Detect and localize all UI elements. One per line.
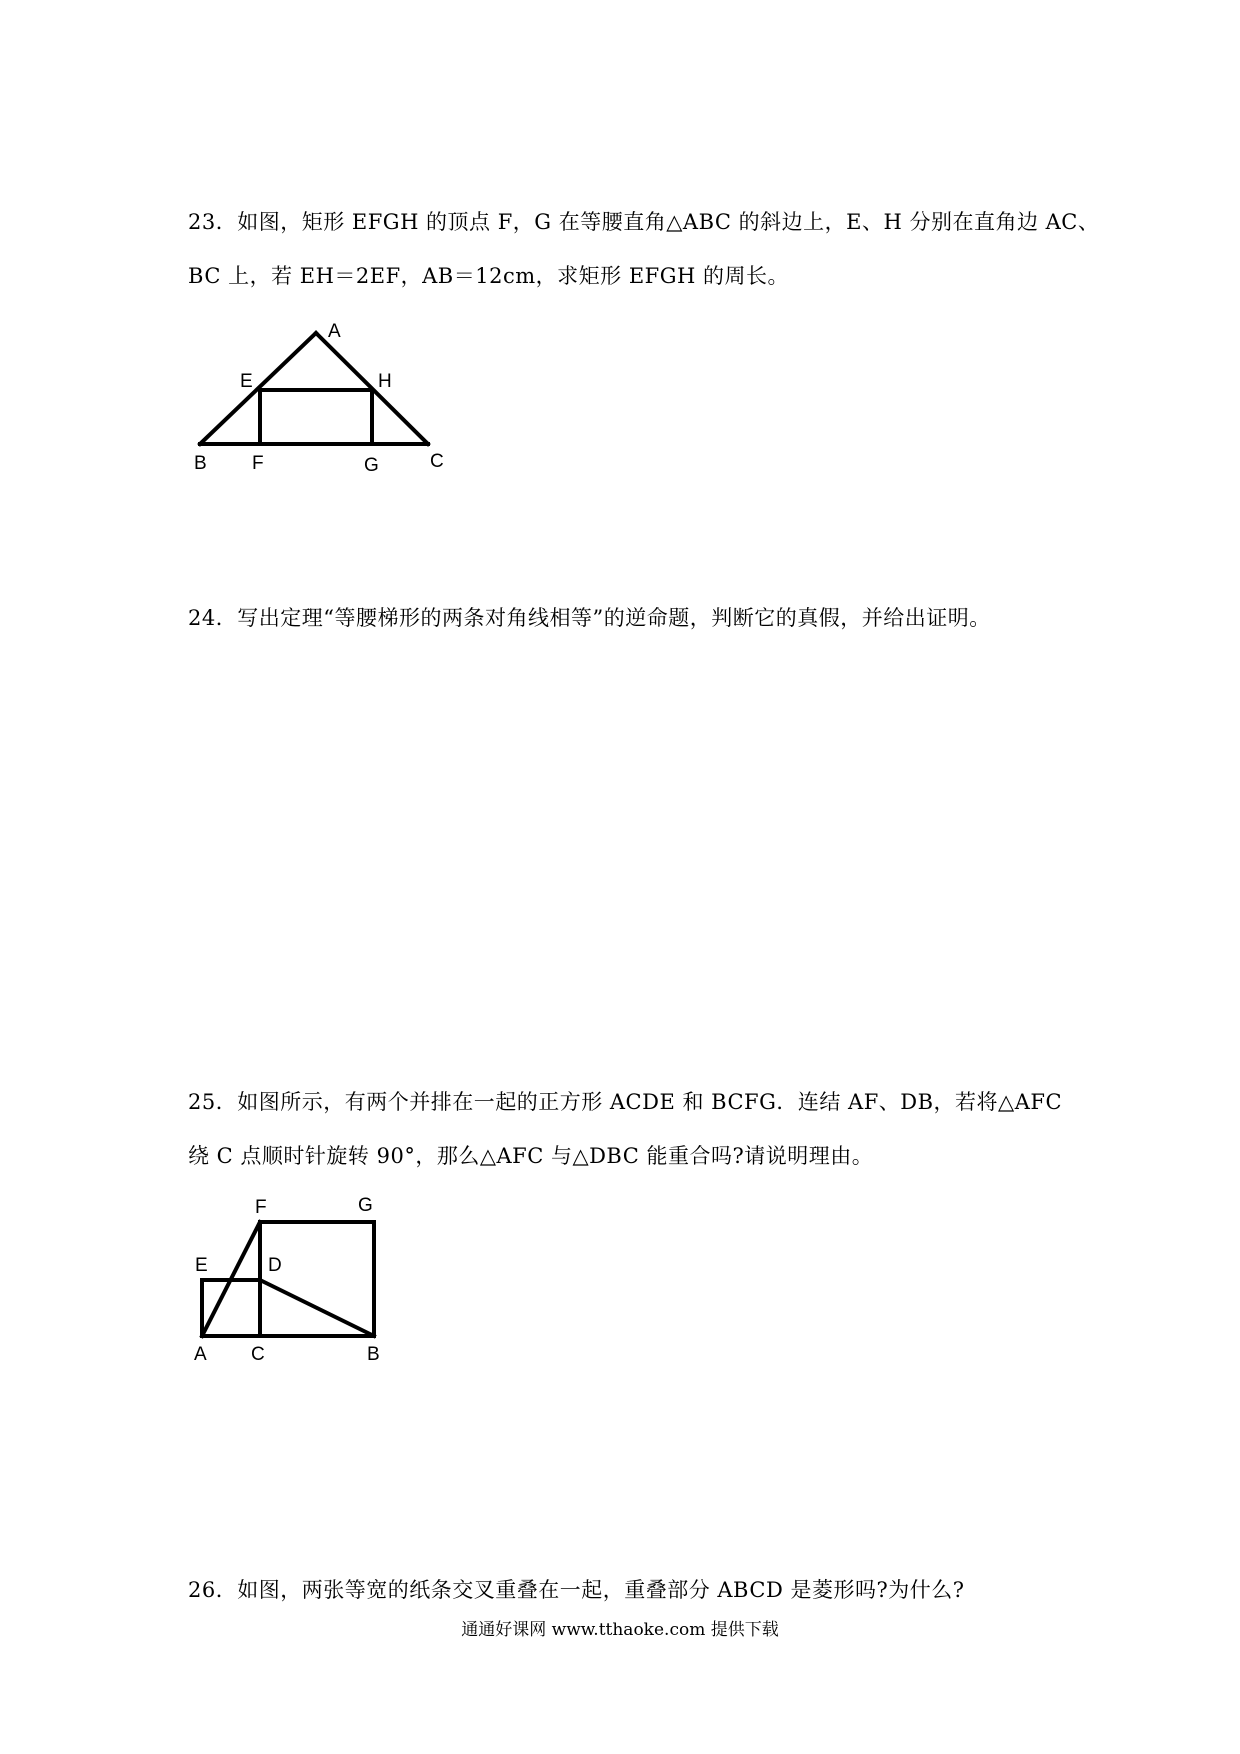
q23-label-b: B	[194, 453, 207, 474]
q25-label-e: E	[195, 1255, 208, 1276]
q23-label-c: C	[430, 451, 444, 472]
q23-text-line-2: BC 上，若 EH＝2EF，AB＝12cm，求矩形 EFGH 的周长。	[188, 264, 789, 288]
q25-square-bcfg	[260, 1222, 374, 1336]
q23-label-a: A	[328, 321, 341, 342]
q25-label-f: F	[255, 1197, 267, 1218]
q25-label-c: C	[251, 1344, 265, 1365]
q25-text-line-2: 绕 C 点顺时针旋转 90°，那么△AFC 与△DBC 能重合吗?请说明理由。	[188, 1144, 874, 1168]
q25-label-b: B	[367, 1344, 380, 1365]
q25-label-a: A	[194, 1344, 207, 1365]
q24-text-line-1: 24．写出定理“等腰梯形的两条对角线相等”的逆命题，判断它的真假，并给出证明。	[188, 606, 991, 630]
q25-text-line-1: 25．如图所示，有两个并排在一起的正方形 ACDE 和 BCFG．连结 AF、DB，若将△AFC	[188, 1090, 1063, 1114]
q23-label-h: H	[378, 371, 392, 392]
q25-label-g: G	[358, 1195, 373, 1216]
q25-square-acde	[202, 1280, 260, 1336]
q23-label-f: F	[252, 453, 264, 474]
q26-text-line-1: 26．如图，两张等宽的纸条交叉重叠在一起，重叠部分 ABCD 是菱形吗?为什么?	[188, 1578, 965, 1602]
q25-segment-db	[260, 1280, 374, 1336]
page-footer-source: 通通好课网 www.tthaoke.com 提供下载	[461, 1620, 779, 1640]
q25-label-d: D	[268, 1255, 282, 1276]
q25-figure-two-squares	[188, 1190, 408, 1370]
q23-label-e: E	[240, 371, 253, 392]
q23-label-g: G	[364, 455, 379, 476]
q23-text-line-1: 23．如图，矩形 EFGH 的顶点 F，G 在等腰直角△ABC 的斜边上，E、H 分别在直角边 AC、	[188, 210, 1100, 234]
q23-figure-triangle-rectangle	[180, 310, 460, 480]
